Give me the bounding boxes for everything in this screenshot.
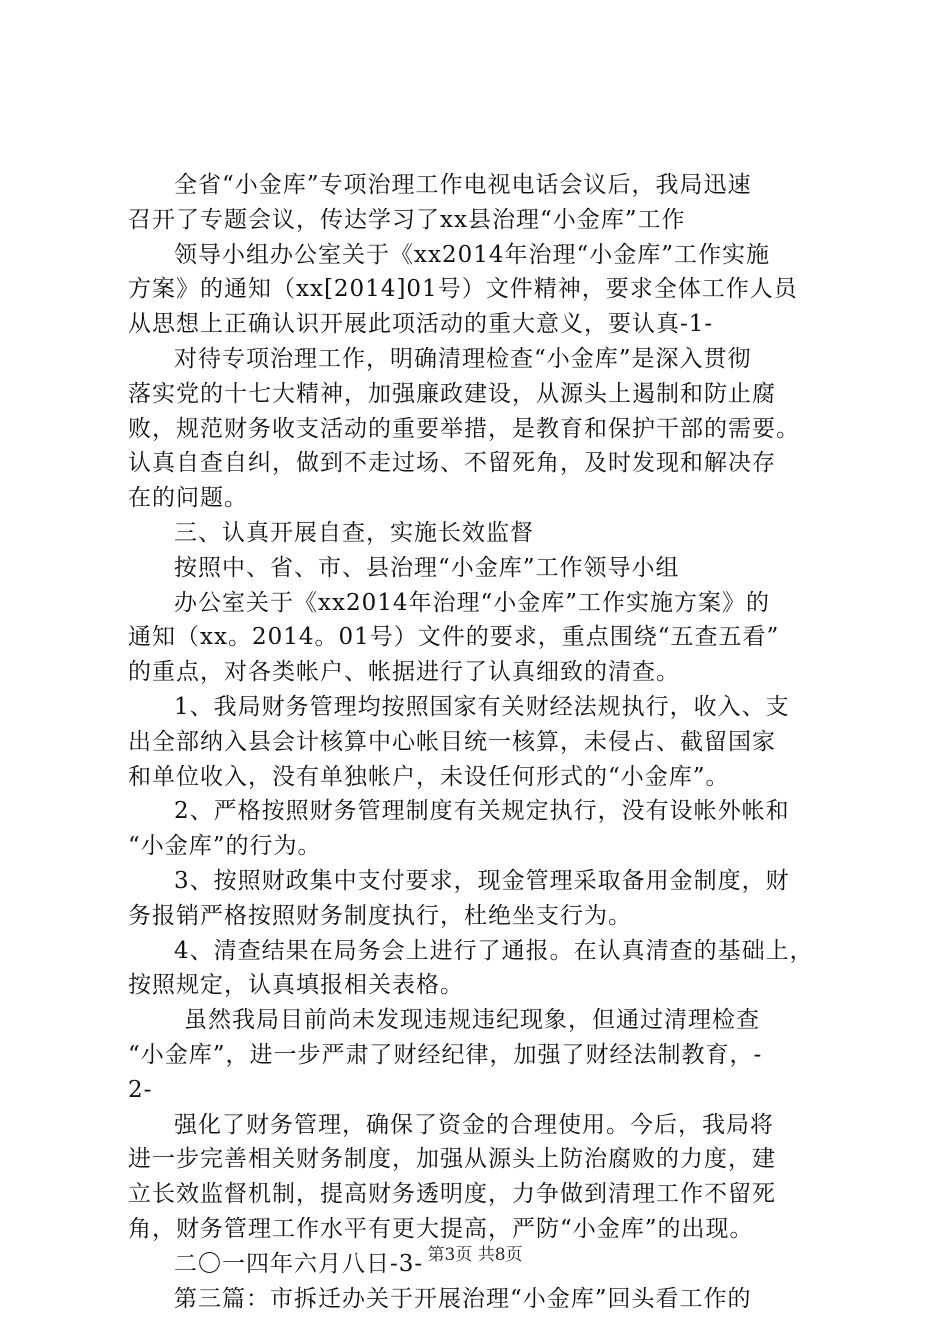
text-line: 角，财务管理工作水平有更大提高，严防“小金库”的出现。	[128, 1215, 754, 1242]
date-line: 二〇一四年六月八日-3-	[174, 1250, 424, 1277]
text-line: 2、严格按照财务管理制度有关规定执行，没有设帐外帐和	[174, 798, 790, 825]
text-line: 败，规范财务收支活动的重要举措，是教育和保护干部的需要。	[128, 415, 800, 442]
text-line: 出全部纳入县会计核算中心帐目统一核算，未侵占、截留国家	[128, 728, 776, 755]
text-line: 认真自查自纠，做到不走过场、不留死角，及时发现和解决存	[128, 450, 776, 477]
text-line: 1、我局财务管理均按照国家有关财经法规执行，收入、支	[174, 693, 790, 720]
text-line: 和单位收入，没有单独帐户，未设任何形式的“小金库”。	[128, 763, 730, 790]
text-line: 通知（xx。2014。01号）文件的要求，重点围绕“五查五看”	[128, 624, 780, 651]
text-line: 在的问题。	[128, 485, 248, 512]
chapter-heading: 第三篇：市拆迁办关于开展治理“小金库”回头看工作的	[174, 1285, 752, 1312]
text-line: 务报销严格按照财务制度执行，杜绝坐支行为。	[128, 902, 632, 929]
document-body	[128, 168, 848, 1316]
text-line: 落实党的十七大精神，加强廉政建设，从源头上遏制和防止腐	[128, 380, 776, 407]
text-line: 虽然我局目前尚未发现违规违纪现象，但通过清理检查	[184, 1007, 760, 1034]
text-line: 召开了专题会议，传达学习了xx县治理“小金库”工作	[128, 206, 686, 233]
text-line: 方案》的通知（xx[2014]01号）文件精神，要求全体工作人员	[128, 276, 798, 303]
text-line: 按照中、省、市、县治理“小金库”工作领导小组	[174, 554, 680, 581]
text-line: 3、按照财政集中支付要求，现金管理采取备用金制度，财	[174, 867, 790, 894]
text-line: 按照规定，认真填报相关表格。	[128, 972, 464, 999]
text-line: 2-	[128, 1076, 153, 1103]
page-number-footer: 第3页 共8页	[427, 1245, 523, 1265]
section-heading: 三、认真开展自查，实施长效监督	[174, 519, 534, 546]
text-line: 全省“小金库”专项治理工作电视电话会议后，我局迅速	[174, 172, 752, 198]
text-line: 进一步完善相关财务制度，加强从源头上防治腐败的力度，建	[128, 1146, 776, 1173]
text-line: 立长效监督机制，提高财务透明度，力争做到清理工作不留死	[128, 1181, 776, 1208]
text-line: 4、清查结果在局务会上进行了通报。在认真清查的基础上，	[174, 937, 814, 964]
text-line: “小金库”，进一步严肃了财经纪律，加强了财经法制教育，-	[128, 1041, 763, 1068]
text-line: 办公室关于《xx2014年治理“小金库”工作实施方案》的	[174, 589, 770, 616]
text-line: 领导小组办公室关于《xx2014年治理“小金库”工作实施	[174, 241, 770, 268]
text-line: “小金库”的行为。	[128, 833, 322, 860]
text-line: 从思想上正确认识开展此项活动的重大意义，要认真-1-	[128, 311, 714, 338]
text-line: 强化了财务管理，确保了资金的合理使用。今后，我局将	[174, 1111, 774, 1138]
text-line: 的重点，对各类帐户、帐据进行了认真细致的清查。	[128, 659, 680, 686]
text-line: 对待专项治理工作，明确清理检查“小金库”是深入贯彻	[174, 345, 752, 372]
